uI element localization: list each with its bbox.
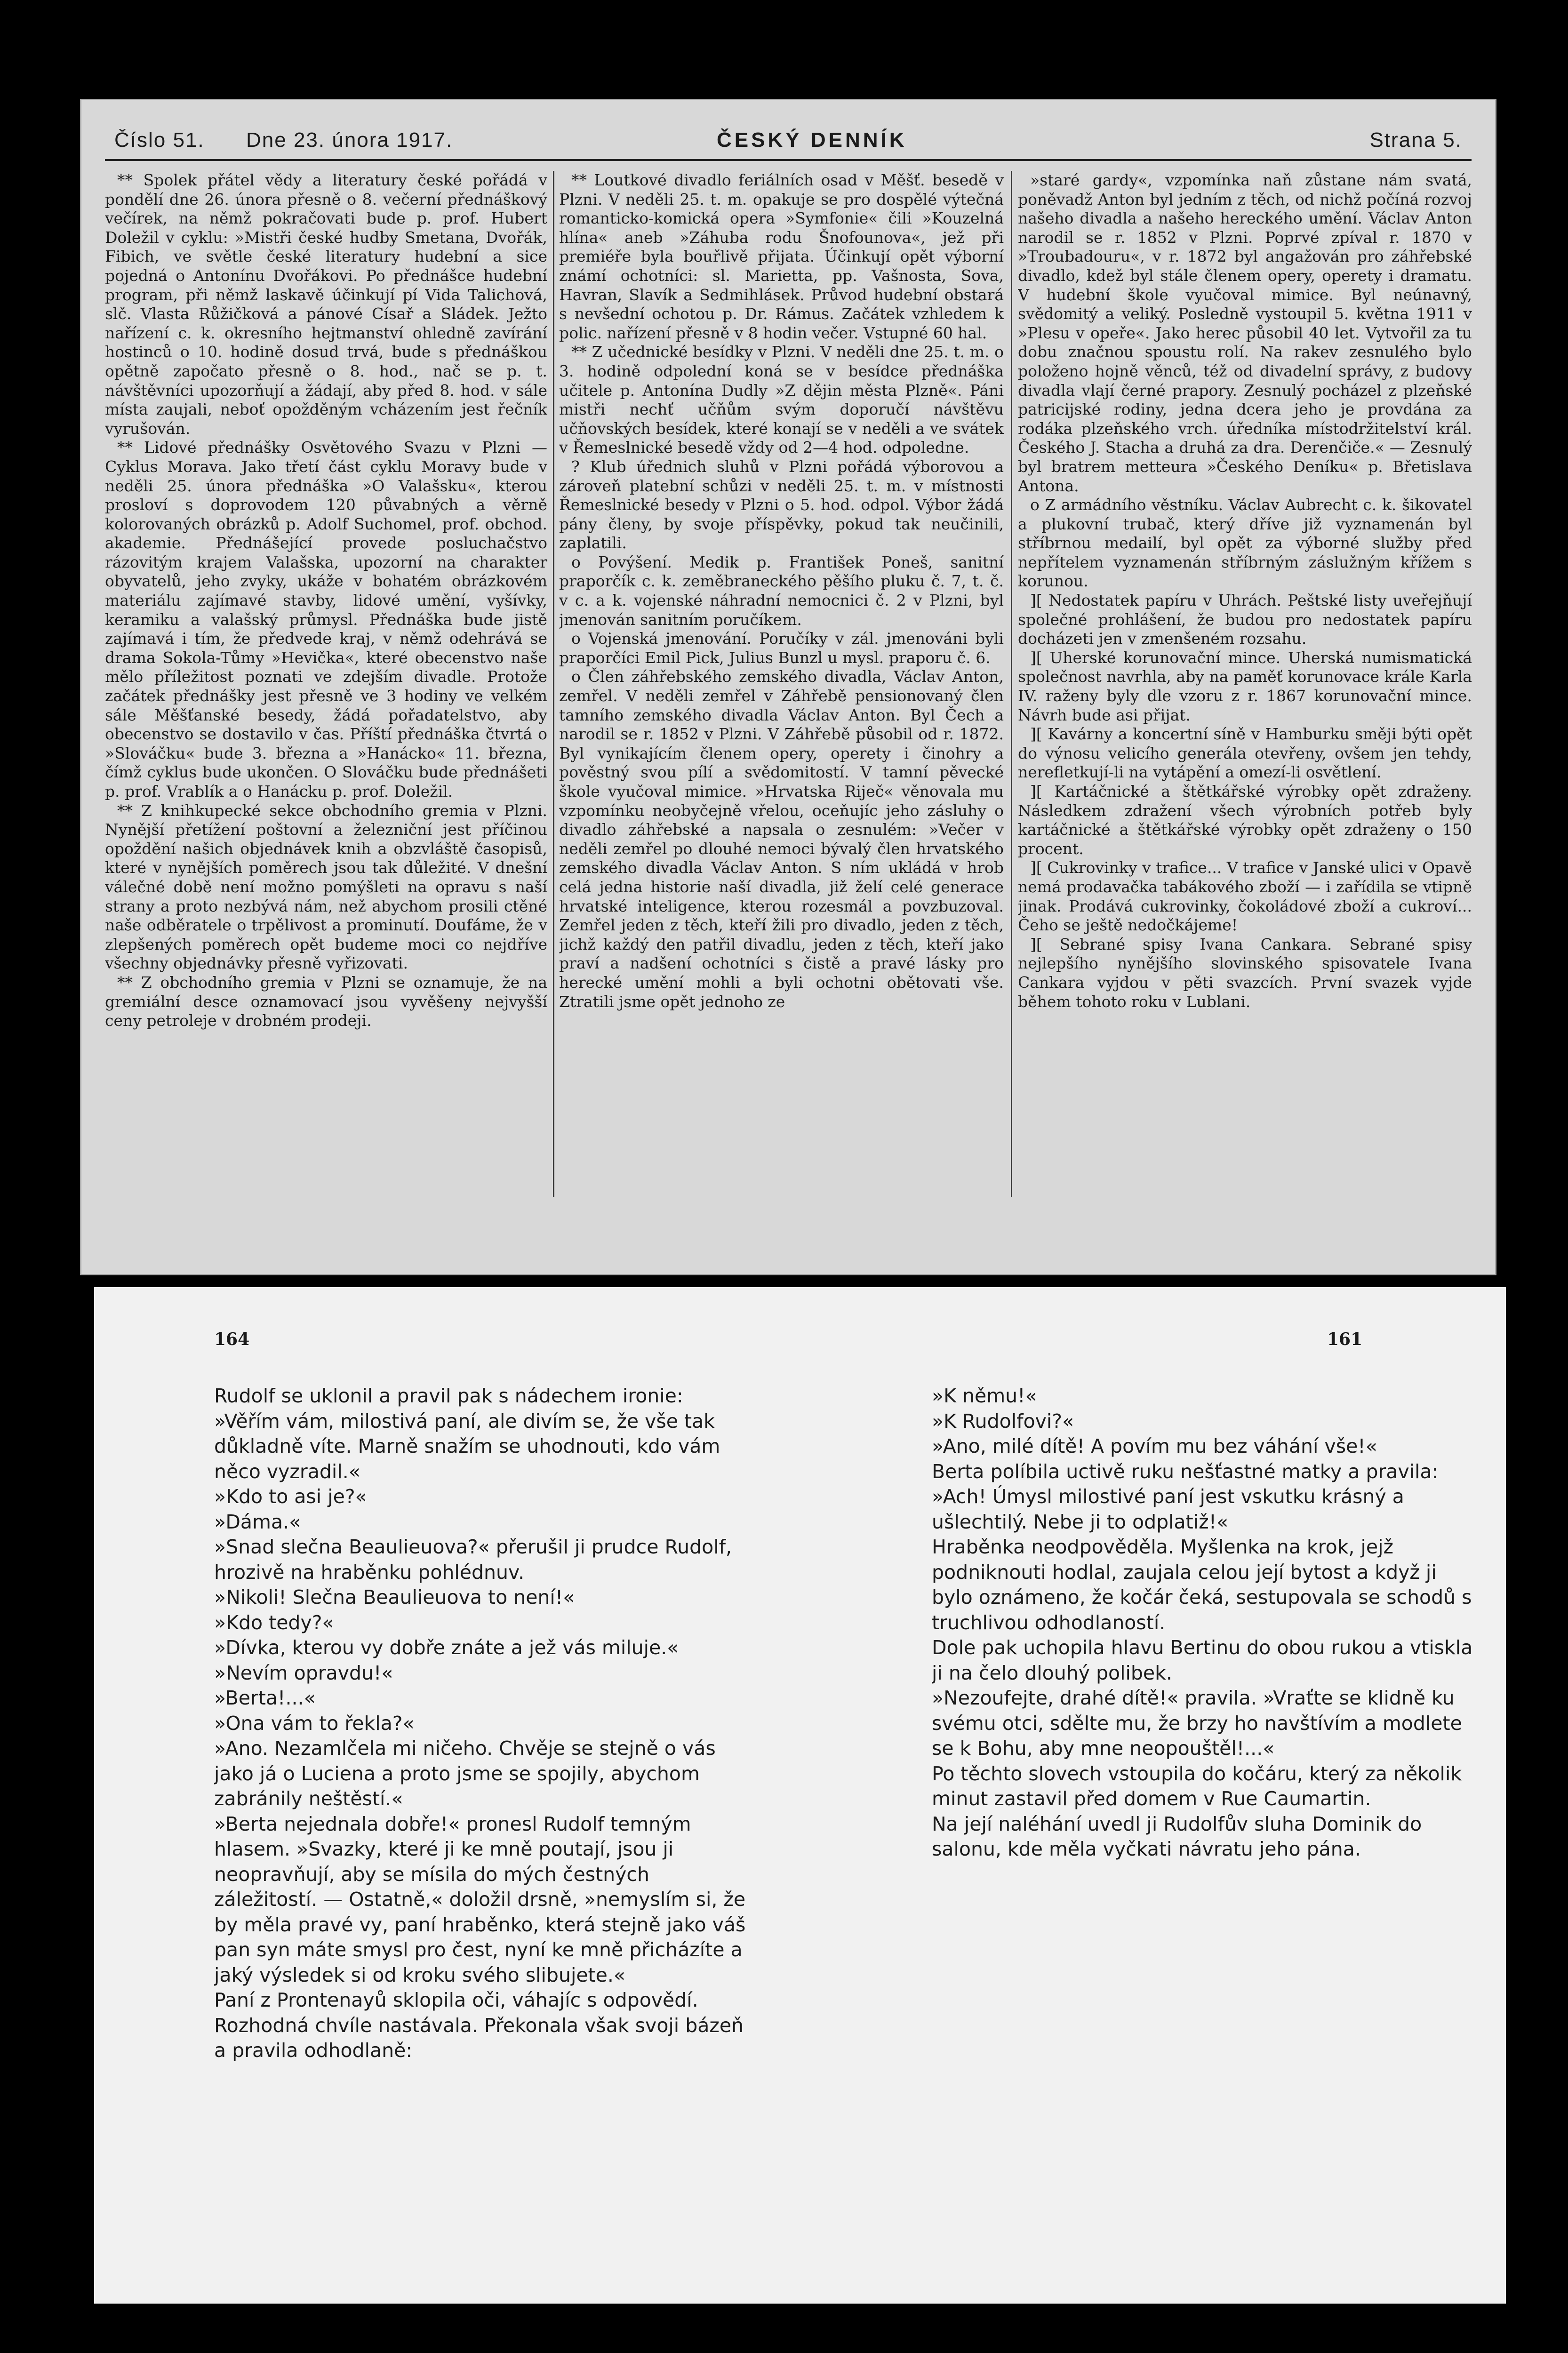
- paragraph: »Kdo to asi je?«: [214, 1485, 367, 1508]
- paragraph: »Ach! Úmysl milostivé paní jest vskutku krásný a ušlechtilý. Nebe ji to odplatiž!«: [932, 1485, 1404, 1533]
- paragraph: »Berta!...«: [214, 1687, 316, 1709]
- right-page-number: 161: [1327, 1329, 1363, 1349]
- newspaper-header: [105, 114, 1472, 161]
- newspaper-column-2: [559, 171, 1004, 1267]
- left-page-number: 164: [214, 1329, 250, 1349]
- newspaper-column-1: [105, 171, 547, 1267]
- paragraph: »Snad slečna Beaulieuova?« přerušil ji prudce Rudolf, hrozivě na hraběnku pohlédnuv.: [214, 1536, 732, 1584]
- article: ** Spolek přátel vědy a literatury české pořádá v pondělí dne 26. února přesně o 8. večerní přednáškový večírek, na němž pokračovati bude p. prof. Hubert Doležil v cyklu: »Mistři české hudby Smetana, Dvořák, Fibich, ve světle české literatury hudební a sice pojedná o Antonínu Dvořákovi. Po přednášce hudební program, při němž laskavě účinkují pí Vida Talichová, slč. Vlasta Růžičková a pánové Císař a Sládek. Ježto nařízení c. k. okresního hejtmanství ohledně zavírání hostinců o 10. hodině dosud trvá, bude s přednáškou opětně započato přesně o 8. hod., nač se p. t. návštěvníci upozorňují a žádají, aby před 8. hod. v sále místa zaujali, neboť opožděným vcházením jest řečník vyrušován.: [105, 171, 547, 438]
- paragraph: Na její naléhání uvedl ji Rudolfův sluha Dominik do salonu, kde měla vyčkati návratu jeho pána.: [932, 1812, 1422, 1860]
- paragraph: Berta políbila uctivě ruku nešťastné matky a pravila:: [932, 1460, 1439, 1483]
- paragraph: Paní z Prontenayů sklopila oči, váhajíc s odpovědí. Rozhodná chvíle nastávala. Překonala však svoji bázeň a pravila odhodlaně:: [214, 1989, 744, 2062]
- paragraph: »Ano, milé dítě! A povím mu bez váhání vše!«: [932, 1435, 1377, 1457]
- article: ][ Nedostatek papíru v Uhrách. Peštské listy uveřejňují společné prohlášení, že budou pro nedostatek papíru docházeti jen v zmenšeném rozsahu.: [1018, 591, 1472, 648]
- article: o Z armádního věstníku. Václav Aubrecht c. k. šikovatel a plukovní trubač, který dříve již vyznamenán byl stříbrnou medailí, byl opět za výborné služby před nepřítelem vyznamenán stříbrným záslužným křížem s korunou.: [1018, 496, 1472, 591]
- article: »staré gardy«, vzpomínka naň zůstane nám svatá, poněvadž Anton byl jedním z těch, od nichž počíná rozvoj našeho divadla a našeho hereckého umění. Václav Anton narodil se r. 1852 v Plzni. Poprvé zpíval r. 1870 v »Troubadouru«, v r. 1872 byl angažován pro záhřebské divadlo, kdež byl stále členem opery, operety i dramatu. V hudební škole vyučoval mimice. Byl neúnavný, svědomitý a veliký. Posledně vystoupil 5. května 1911 v »Plesu v opeře«. Jako herec působil 40 let. Vytvořil za tu dobu značnou spoustu rolí. Na rakev zesnulého bylo položeno hojně věnců, též od divadelní správy, z budovy divadla vlají černé prapory. Zesnulý pocházel z plzeňské patricijské rodiny, jedna dcera jeho je provdána za rodáka plzeňského vrch. úředníka místodržitelství král. Českého J. Stacha a druhá za dra. Derenčiče.« — Zesnulý byl bratrem metteura »Českého Deníku« p. Břetislava Antona.: [1018, 171, 1472, 495]
- column-divider: [553, 171, 554, 1197]
- paragraph: Dole pak uchopila hlavu Bertinu do obou rukou a vtiskla ji na čelo dlouhý polibek.: [932, 1636, 1473, 1684]
- article: ? Klub úřednich sluhů v Plzni pořádá výborovou a zároveň platební schůzi v neděli 25. t. m. v místnosti Řemeslnické besedy v Plzni o 5. hod. odpol. Výbor žádá pány členy, by svoje příspěvky, pokud tak neučinili, zaplatili.: [559, 457, 1004, 552]
- paragraph: »Kdo tedy?«: [214, 1611, 334, 1634]
- paragraph: »Berta nejednala dobře!« pronesl Rudolf temným hlasem. »Svazky, které ji ke mně poutají, jsou ji neopravňují, aby se mísila do mých čestných záležitostí. — Ostatně,« doložil drsně, »nemyslím si, že by měla pravé vy, paní hraběnko, která stejně jako váš pan syn máte smysl pro čest, nyní ke mně přicházíte a jaký výsledek si od kroku svého slibujete.«: [214, 1812, 746, 1986]
- article: ** Z obchodního gremia v Plzni se oznamuje, že na gremiální desce oznamovací jsou vyvěšeny nejvyšší ceny petroleje v drobném prodeji.: [105, 973, 547, 1030]
- article: ][ Kavárny a koncertní síně v Hamburku směji býti opět do výnosu velicího generála otevřeny, ovšem jen tehdy, nerefletkují-li na vytápění a omezí-li osvětlení.: [1018, 725, 1472, 782]
- newspaper-title: ČESKÝ DENNÍK: [717, 128, 907, 152]
- page-label: Strana 5.: [1369, 128, 1462, 152]
- column-divider: [1011, 171, 1012, 1197]
- paragraph: »Dáma.«: [214, 1510, 301, 1533]
- paragraph: »Nevím opravdu!«: [214, 1661, 393, 1684]
- book-spread: [94, 1287, 1506, 2304]
- paragraph: »Dívka, kterou vy dobře znáte a jež vás miluje.«: [214, 1636, 679, 1659]
- paragraph: »Nezoufejte, drahé dítě!« pravila. »Vraťte se klidně ku svému otci, sdělte mu, že brzy ho navštívím a modlete se k Bohu, aby mne neopouštěl!...«: [932, 1687, 1462, 1760]
- article: ** Z učednické besídky v Plzni. V neděli dne 25. t. m. o 3. hodině odpolední koná se v besídce přednáška učitele p. Antonína Dudly »Z dějin města Plzně«. Páni mistři nechť učňům svým doporučí návštěvu učňovských besídek, které konají se v neděli a ve svátek v Řemeslnické besedě vždy od 2—4 hod. odpoledne.: [559, 343, 1004, 457]
- article: ][ Sebrané spisy Ivana Cankara. Sebrané spisy nejlepšího nynějšího slovinského spisovatele Ivana Cankara vyjdou v pěti svazcích. První svazek vyjde během tohoto roku v Lublani.: [1018, 935, 1472, 1011]
- article: ][ Cukrovinky v trafice... V trafice v Janské ulici v Opavě nemá prodavačka tabákového zboží — i zařídila se vtipně jinak. Prodává cukrovinky, čokoládové zboží a cukroví... Čeho se ještě nedočkájeme!: [1018, 858, 1472, 935]
- right-page-text: [932, 1384, 1475, 2089]
- paragraph: »K Rudolfovi?«: [932, 1409, 1074, 1433]
- article: o Vojenská jmenování. Poručíky v zál. jmenováni byli praporčíci Emil Pick, Julius Bunzl u mysl. praporu č. 6.: [559, 629, 1004, 667]
- article: ][ Uherské korunovační mince. Uherská numismatická společnost navrhla, aby na paměť korunovace krále Karla IV. raženy byly dle vzoru z r. 1867 korunovační mince. Návrh bude asi přijat.: [1018, 648, 1472, 724]
- article: o Člen záhřebského zemského divadla, Václav Anton, zemřel. V neděli zemřel v Záhřebě pensionovaný člen tamního zemského divadla Václav Anton. Byl Čech a narodil se r. 1852 v Plzni. V Záhřebě působil od r. 1872. Byl vynikajícím členem opery, operety i činohry a pověstný svou pílí a svědomitostí. V tamní pěvecké škole vyučoval mimice. »Hrvatska Riječ« věnovala mu vzpomínku neobyčejně vřelou, oceňujíc jeho zásluhy o divadlo záhřebské a napsala o zesnulém: »Večer v neděli zemřel po dlouhé nemoci bývalý člen hrvatského zemského divadla Václav Anton. S ním ukládá v hrob celá jedna historie naší divadla, již želí celé generace hrvatské inteligence, kterou rozesmál a povzbuzoval. Zemřel jeden z těch, kteří žili pro divadlo, jeden z těch, jichž každý den patřil divadlu, jeden z těch, kteří jako praví a nadšení ochotníci s čistě a pravé lásky pro herecké umění mohli a byli ochotni obětovati vše. Ztratili jsme opět jednoho ze: [559, 667, 1004, 1011]
- article: o Povýšení. Medik p. František Poneš, sanitní praporčík c. k. zeměbraneckého pěšího pluku č. 7, t. č. v c. a k. vojenské náhradní nemocnici č. 2 v Plzni, byl jmenován sanitním poručíkem.: [559, 552, 1004, 629]
- paragraph: Po těchto slovech vstoupila do kočáru, který za několik minut zastavil před domem v Rue Caumartin.: [932, 1762, 1462, 1810]
- left-page-text: [214, 1384, 755, 2278]
- article: ** Lidové přednášky Osvětového Svazu v Plzni — Cyklus Morava. Jako třetí část cyklu Moravy bude v neděli 25. února přednáška »O Valašsku«, kterou prosloví s doprovodem 120 půvabných a věrně kolorovaných obrázků p. Adolf Suchomel, prof. obchod. akademie. Přednášející provede posluchačstvo rázovitým krajem Valašska, upozorní na charakter obyvatelů, jeho zvyky, ukáže v bohatém obrázkovém materiálu zajímavé stavby, lidové umění, vyšívky, keramiku a valašský průmysl. Přednáška bude jistě zajímavá i tím, že předvede kraj, v němž odehrává se drama Sokola-Tůmy »Hevička«, které obecenstvo naše mělo příležitost poznati ve zdejším divadle. Protože začátek přednášky jest přesně ve 3 hodiny ve velkém sále Měšťanské besedy, žádá pořadatelstvo, aby obecenstvo se dostavilo v čas. Příští přednáška čtvrtá o »Slováčku« bude 3. března a »Hanácko« 11. března, čímž cyklus bude ukončen. O Slováčku bude přednášeti p. prof. Vrablík a o Hanácku p. prof. Doležil.: [105, 438, 547, 800]
- newspaper-column-3: [1018, 171, 1472, 1267]
- paragraph: »Nikoli! Slečna Beaulieuova to není!«: [214, 1586, 575, 1609]
- newspaper-page: [80, 99, 1496, 1275]
- issue-date: Dne 23. února 1917.: [246, 128, 453, 152]
- article: ][ Kartáčnické a štětkářské výrobky opět zdraženy. Následkem zdražení všech výrobních potřeb byly kartáčnické a štětkářské výrobky opět zdraženy o 150 procent.: [1018, 782, 1472, 858]
- paragraph: Hraběnka neodpověděla. Myšlenka na krok, jejž podniknouti hodlal, zaujala celou její bytost a když ji bylo oznámeno, že kočár čeká, sestupovala se schodů s truchlivou odhodlaností.: [932, 1536, 1472, 1634]
- paragraph: »K němu!«: [932, 1385, 1037, 1407]
- paragraph: »Ona vám to řekla?«: [214, 1712, 415, 1735]
- paragraph: »Věřím vám, milostivá paní, ale divím se, že vše tak důkladně víte. Marně snažím se uhodnouti, kdo vám něco vyzradil.«: [214, 1409, 720, 1483]
- article: ** Z knihkupecké sekce obchodního gremia v Plzni. Nynější přetížení poštovní a železniční jest příčinou opoždění našich objednávek knih a obzvláště časopisů, které v nynějších poměrech jsou tak důležité. V dnešní válečné době není možno pomýšleti na opravu s naší strany a proto nezbývá nám, než abychom prosili ctěné naše odběratele o trpělivost a prominutí. Doufáme, že v zlepšených poměrech opět budeme moci co nejdříve všechny objednávky přesně vyřizovati.: [105, 801, 547, 973]
- paragraph: »Ano. Nezamlčela mi ničeho. Chvěje se stejně o vás jako já o Luciena a proto jsme se spojily, abychom zabránily neštěstí.«: [214, 1737, 716, 1810]
- issue-number: Číslo 51.: [114, 128, 205, 152]
- paragraph: Rudolf se uklonil a pravil pak s nádechem ironie:: [214, 1385, 683, 1407]
- article: ** Loutkové divadlo feriálních osad v Měšť. besedě v Plzni. V neděli 25. t. m. opakuje se pro dospělé výtečná romanticko-komická opera »Symfonie« čili »Kouzelná hlína« aneb »Záhuba rodu Šnofounova«, jež při premiéře byla bouřlivě přijata. Účinkují opět výborní známí ochotníci: sl. Marietta, pp. Vašnosta, Sova, Havran, Slavík a Sedmihlásek. Průvod hudební obstará s nevšední ochotou p. Dr. Rámus. Začátek vzhledem k polic. nařízení přesně v 8 hodin večer. Vstupné 60 hal.: [559, 171, 1004, 342]
